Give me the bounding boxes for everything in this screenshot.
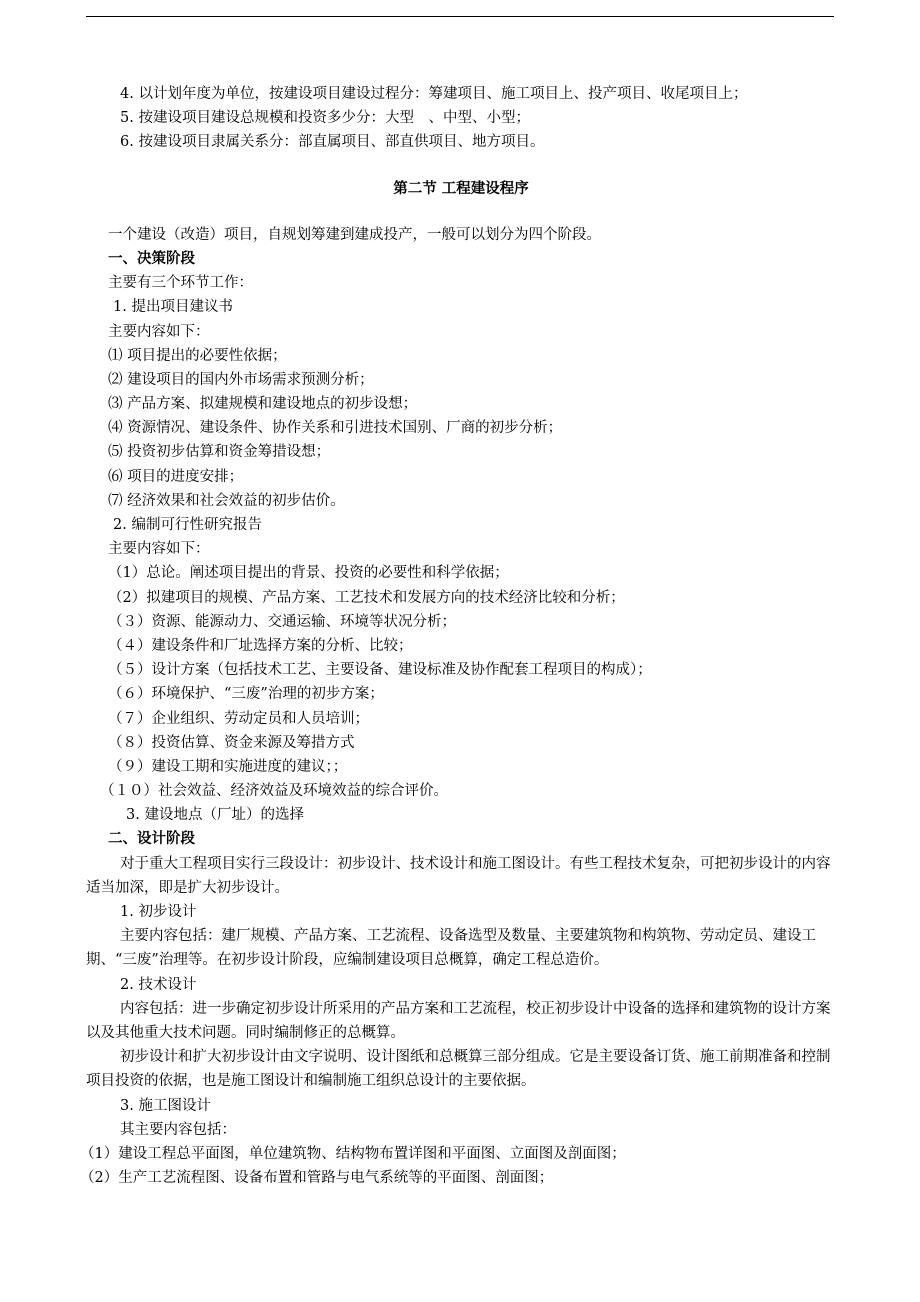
stage1-heading: 一、决策阶段 (108, 249, 195, 267)
list-item: （１０）社会效益、经济效益及环境效益的综合评价。 (100, 783, 448, 800)
design3-title: 3. 施工图设计 (120, 1097, 211, 1114)
list-item: 5. 按建设项目建设总规模和投资多少分：大型 、中型、小型； (120, 110, 530, 127)
design3-lead: 其主要内容包括： (120, 1121, 236, 1138)
stage1-lead: 主要有三个环节工作： (108, 275, 253, 292)
list-item: （６）环境保护、“三废”治理的初步方案； (108, 686, 384, 703)
stage2-heading: 二、设计阶段 (108, 830, 195, 848)
design3-items (80, 1142, 836, 1190)
list-item: ⑴ 项目提出的必要性依据； (108, 347, 287, 364)
design2-title: 2. 技术设计 (120, 976, 197, 993)
list-item: ⑺ 经济效果和社会效益的初步估价。 (108, 492, 345, 509)
design2-body: 内容包括：进一步确定初步设计所采用的产品方案和工艺流程，校正初步设计中设备的选择和建筑物的设计方案以及其他重大技术问题。同时编制修正的总概算。 (86, 1000, 831, 1042)
list-item: （2）生产工艺流程图、设备布置和管路与电气系统等的平面图、剖面图； (80, 1170, 554, 1187)
design1-title: 1. 初步设计 (120, 904, 197, 921)
section-title: 第二节 工程建设程序 (393, 179, 529, 197)
list-item: ⑶ 产品方案、拟建规模和建设地点的初步设想； (108, 396, 418, 413)
list-item: 6. 按建设项目隶属关系分：部直属项目、部直供项目、地方项目。 (120, 134, 545, 151)
step3-title: 3. 建设地点（厂址）的选择 (126, 807, 304, 824)
list-item: ⑹ 项目的进度安排； (108, 468, 244, 485)
document-body (80, 82, 836, 1190)
step1-title: 1. 提出项目建议书 (113, 299, 233, 316)
list-item: （８）投资估算、资金来源及筹措方式 (108, 734, 355, 751)
intro-paragraph: 一个建设（改造）项目，自规划筹建到建成投产，一般可以划分为四个阶段。 (108, 226, 601, 243)
step2-title: 2. 编制可行性研究报告 (113, 517, 262, 534)
step1-items (86, 344, 836, 513)
list-item: （1）建设工程总平面图，单位建筑物、结构物布置详图和平面图、立面图及剖面图； (80, 1146, 626, 1163)
list-item: 4. 以计划年度为单位，按建设项目建设过程分：筹建项目、施工项目上、投产项目、收尾项目上； (120, 86, 748, 102)
list-item: （７）企业组织、劳动定员和人员培训； (108, 710, 369, 727)
design1-body: 主要内容包括：建厂规模、产品方案、工艺流程、设备选型及数量、主要建筑物和构筑物、劳动定员、建设工期、“三废”治理等。在初步设计阶段，应编制建设项目总概算，确定工程总造价。 (86, 928, 816, 969)
list-item: （2）拟建项目的规模、产品方案、工艺技术和发展方向的技术经济比较和分析； (108, 589, 625, 606)
list-item: （３）资源、能源动力、交通运输、环境等状况分析； (108, 613, 456, 630)
header-rule (86, 16, 834, 17)
list-item: ⑵ 建设项目的国内外市场需求预测分析； (108, 371, 374, 388)
top-list (86, 82, 836, 155)
step1-lead: 主要内容如下： (108, 323, 210, 340)
step2-items (86, 561, 836, 803)
list-item: （５）设计方案（包括技术工艺、主要设备、建设标准及协作配套工程项目的构成）； (108, 662, 652, 679)
list-item: ⑸ 投资初步估算和资金筹措设想； (108, 444, 331, 461)
step2-lead: 主要内容如下： (108, 541, 210, 558)
stage2-intro: 对于重大工程项目实行三段设计：初步设计、技术设计和施工图设计。有些工程技术复杂，可把初步设计的内容适当加深，即是扩大初步设计。 (86, 855, 831, 896)
list-item: （1）总论。阐述项目提出的背景、投资的必要性和科学依据； (108, 565, 509, 582)
list-item: （４）建设条件和厂址选择方案的分析、比较； (108, 637, 413, 654)
list-item: （９）建设工期和实施进度的建议；； (108, 758, 348, 775)
design2-note: 初步设计和扩大初步设计由文字说明、设计图纸和总概算三部分组成。它是主要设备订货、施工前期准备和控制项目投资的依据，也是施工图设计和编制施工组织总设计的主要依据。 (86, 1049, 831, 1090)
list-item: ⑷ 资源情况、建设条件、协作关系和引进技术国别、厂商的初步分析； (108, 420, 563, 437)
